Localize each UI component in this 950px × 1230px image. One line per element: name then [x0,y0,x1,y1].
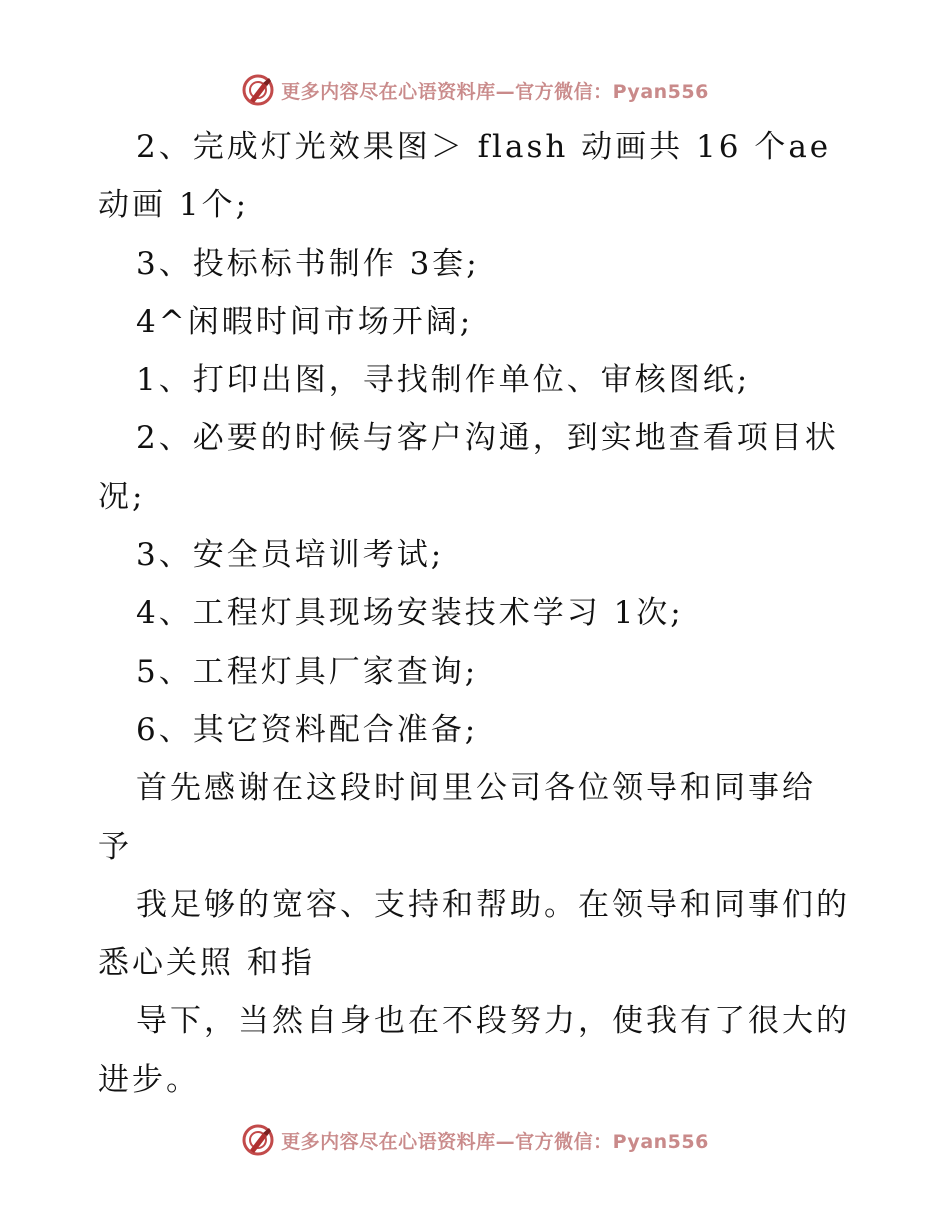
text-line: 进步。 [98,1061,200,1098]
text-line: 我足够的宽容、支持和帮助。在领导和同事们的 [136,886,850,923]
text-line: 况; [98,478,146,515]
text-line: 4^闲暇时间市场开阔; [136,303,474,340]
text-line: 1、打印出图，寻找制作单位、审核图纸; [136,362,751,399]
text-line: 予 [98,828,132,865]
text-line: 2、必要的时候与客户沟通，到实地查看项目状 [136,420,839,457]
text-line: 4、工程灯具现场安装技术学习 1次; [136,595,684,632]
text-line: 悉心关照 和指 [98,945,315,982]
text-line: 动画 1个; [98,187,250,224]
text-line: 5、工程灯具厂家查询; [136,653,479,690]
text-line: 首先感谢在这段时间里公司各位领导和同事给 [136,770,816,807]
pen-logo-icon [241,73,275,107]
document-body [98,118,858,1109]
pen-logo-icon [241,1123,275,1157]
text-line: 3、安全员培训考试; [136,537,445,574]
text-line: 导下，当然自身也在不段努力，使我有了很大的 [136,1003,850,1040]
text-line: 6、其它资料配合准备; [136,711,479,748]
header-banner-text: 更多内容尽在心语资料库—官方微信：Pyan556 [281,80,709,103]
footer-banner [0,1120,950,1160]
text-line: 3、投标标书制作 3套; [136,245,480,282]
footer-banner-text: 更多内容尽在心语资料库—官方微信：Pyan556 [281,1130,709,1153]
text-line: 2、完成灯光效果图＞ flash 动画共 16 个ae [136,129,832,165]
header-banner [0,70,950,110]
